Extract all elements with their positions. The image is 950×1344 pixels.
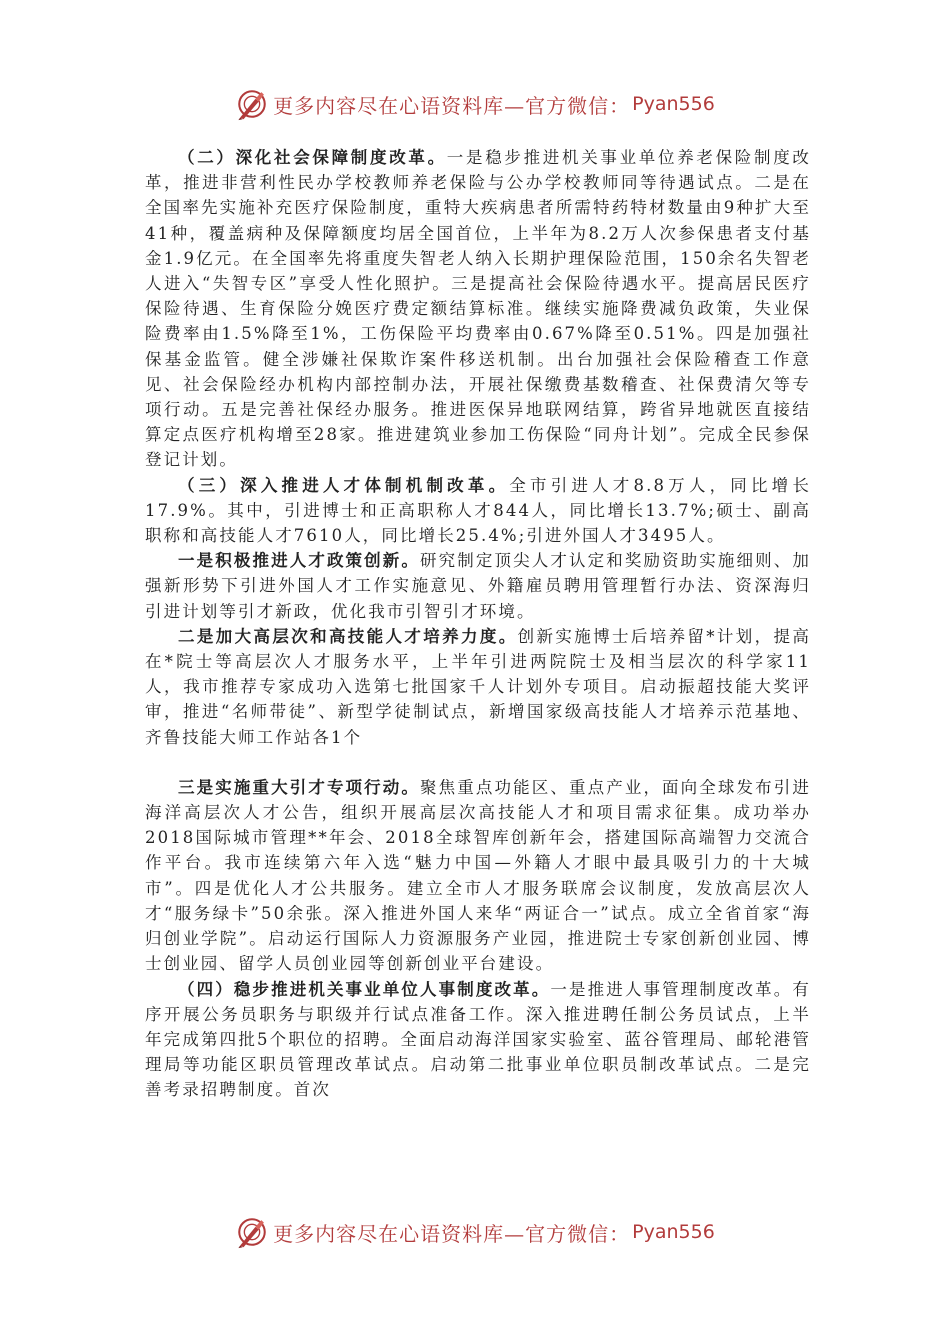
paragraph-text: 研究制定顶尖人才认定和奖励资助实施细则、加强新形势下引进外国人才工作实施意见、外籍雇员聘用管理暂行办法、资深海归引进计划等引才新政，优化我市引智引才环境。 (145, 551, 811, 621)
paragraph-heading: （三）深入推进人才体制机制改革。 (178, 475, 510, 495)
paragraph-heading: （四）稳步推进机关事业单位人事制度改革。 (178, 979, 551, 999)
paragraph-talent-policy (145, 548, 811, 624)
paragraph-heading: 一是积极推进人才政策创新。 (178, 551, 421, 571)
watermark-banner-bottom (0, 1212, 950, 1252)
watermark-text: 更多内容尽在心语资料库—官方微信： (273, 1221, 631, 1246)
watermark-banner-top (0, 84, 950, 124)
paragraph-talent-training (145, 624, 811, 750)
paragraph-heading: （二）深化社会保障制度改革。 (178, 148, 447, 167)
paragraph-text: 创新实施博士后培养留*计划，提高在*院士等高层次人才服务水平，上半年引进两院院士及相当层次的科学家11人，我市推荐专家成功入选第七批国家千人计划外专项目。启动振超技能大奖评审，推进“名师带徒”、新型学徒制试点，新增国家级高技能人才培养示范基地、齐鲁技能大师工作站各1个 (145, 626, 811, 747)
pen-logo-icon (235, 87, 269, 121)
watermark-wechat-id: Pyan556 (632, 1221, 715, 1243)
paragraph-talent-reform (145, 473, 811, 549)
document-body (145, 145, 811, 1103)
paragraph-personnel-reform (145, 977, 811, 1103)
pen-logo-icon (235, 1215, 269, 1249)
paragraph-talent-recruitment (145, 775, 811, 977)
paragraph-text: 一是稳步推进机关事业单位养老保险制度改革，推进非营利性民办学校教师养老保险与公办学校教师同等待遇试点。二是在全国率先实施补充医疗保险制度，重特大疾病患者所需特药特材数量由9种扩大至41种，覆盖病种及保障额度均居全国首位，上半年为8.2万人次参保患者支付基金1.9亿元。在全国率先将重度失智老人纳入长期护理保险范围，150余名失智老人进入“失智专区”享受人性化照护。三是提高社会保险待遇水平。提高居民医疗保险待遇、生育保险分娩医疗费定额结算标准。继续实施降费减负政策，失业保险费率由1.5%降至1%，工伤保险平均费率由0.67%降至0.51%。四是加强社保基金监管。健全涉嫌社保欺诈案件移送机制。出台加强社会保险稽查工作意见、社会保险经办机构内部控制办法，开展社保缴费基数稽查、社保费清欠等专项行动。五是完善社保经办服务。推进医保异地联网结算，跨省异地就医直接结算定点医疗机构增至28家。推进建筑业参加工伤保险“同舟计划”。完成全民参保登记计划。 (145, 148, 811, 470)
watermark-wechat-id: Pyan556 (632, 93, 715, 115)
paragraph-heading: 三是实施重大引才专项行动。 (178, 777, 421, 797)
watermark-text: 更多内容尽在心语资料库—官方微信： (273, 93, 631, 118)
paragraph-text: 聚焦重点功能区、重点产业，面向全球发布引进海洋高层次人才公告，组织开展高层次高技能人才和项目需求征集。成功举办2018国际城市管理**年会、2018全球智库创新年会，搭建国际高端智力交流合作平台。我市连续第六年入选“魅力中国—外籍人才眼中最具吸引力的十大城市”。四是优化人才公共服务。建立全市人才服务联席会议制度，发放高层次人才“服务绿卡”50余张。深入推进外国人来华“两证合一”试点。成立全省首家“海归创业学院”。启动运行国际人力资源服务产业园，推进院士专家创新创业园、博士创业园、留学人员创业园等创新创业平台建设。 (145, 777, 811, 974)
paragraph-text: 全市引进人才8.8万人，同比增长17.9%。其中，引进博士和正高职称人才844人，同比增长13.7%;硕士、副高职称和高技能人才7610人，同比增长25.4%;引进外国人才3495人。 (145, 475, 811, 546)
paragraph-text: 一是推进人事管理制度改革。有序开展公务员职务与职级并行试点准备工作。深入推进聘任制公务员试点，上半年完成第四批5个职位的招聘。全面启动海洋国家实验室、蓝谷管理局、邮轮港管理局等功能区职员管理改革试点。启动第二批事业单位职员制改革试点。二是完善考录招聘制度。首次 (145, 979, 812, 1100)
paragraph-social-security (145, 145, 811, 473)
paragraph-heading: 二是加大高层次和高技能人才培养力度。 (178, 626, 518, 646)
